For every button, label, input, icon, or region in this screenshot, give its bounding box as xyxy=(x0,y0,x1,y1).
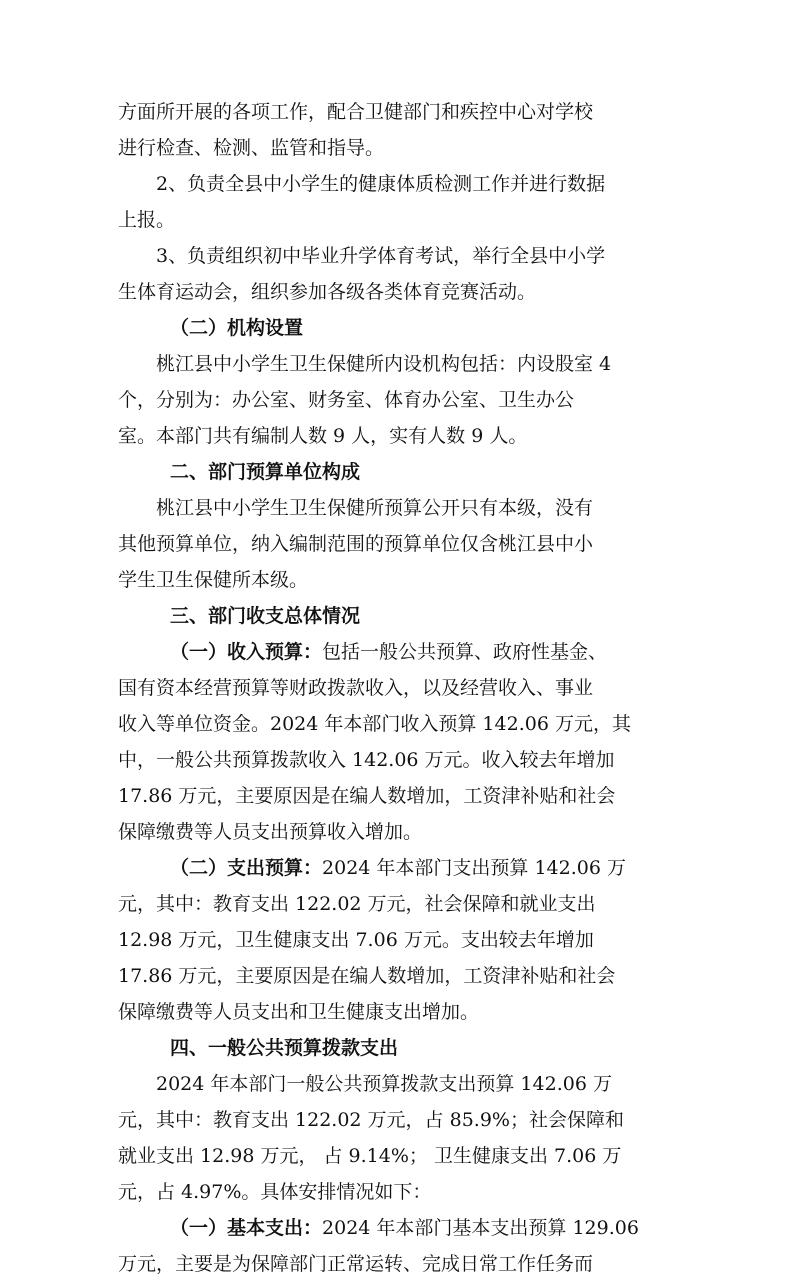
paragraph-line: 17.86 万元，主要原因是在编人数增加，工资津补贴和社会 xyxy=(118,785,616,807)
paragraph-line xyxy=(118,850,678,886)
paragraph-line: 国有资本经营预算等财政拨款收入，以及经营收入、事业 xyxy=(118,677,594,699)
paragraph-line: 2、负责全县中小学生的健康体质检测工作并进行数据 xyxy=(156,173,606,195)
section-heading: 二、部门预算单位构成 xyxy=(170,461,361,483)
paragraph-line: 元，其中：教育支出 122.02 万元，占 85.9%；社会保障和 xyxy=(118,1109,624,1131)
section-heading: （二）机构设置 xyxy=(170,317,304,339)
paragraph-line: 桃江县中小学生卫生保健所预算公开只有本级，没有 xyxy=(156,497,594,519)
paragraph-line: 学生卫生保健所本级。 xyxy=(118,569,309,591)
paragraph-line: 中，一般公共预算拨款收入 142.06 万元。收入较去年增加 xyxy=(118,749,615,771)
paragraph-line: 2024 年本部门一般公共预算拨款支出预算 142.06 万 xyxy=(156,1073,612,1095)
paragraph-line: 保障缴费等人员支出和卫生健康支出增加。 xyxy=(118,1001,480,1023)
expense-text: 2024 年本部门支出预算 142.06 万 xyxy=(322,857,626,879)
paragraph-line: 保障缴费等人员支出预算收入增加。 xyxy=(118,821,423,843)
paragraph-line: 进行检查、检测、监管和指导。 xyxy=(118,137,385,159)
paragraph-line: 3、负责组织初中毕业升学体育考试，举行全县中小学 xyxy=(156,245,606,267)
paragraph-line: 上报。 xyxy=(118,209,176,231)
paragraph-line: 收入等单位资金。2024 年本部门收入预算 142.06 万元，其 xyxy=(118,713,631,735)
income-label: （一）收入预算： xyxy=(170,641,323,663)
paragraph-line: 桃江县中小学生卫生保健所内设机构包括：内设股室 4 xyxy=(156,353,612,375)
paragraph-line: 个，分别为：办公室、财务室、体育办公室、卫生办公 xyxy=(118,389,575,411)
expense-label: （二）支出预算： xyxy=(170,857,323,879)
section-heading: 三、部门收支总体情况 xyxy=(170,605,361,627)
section-heading: 四、一般公共预算拨款支出 xyxy=(170,1037,399,1059)
paragraph-line: 万元，主要是为保障部门正常运转、完成日常工作任务而 xyxy=(118,1253,594,1275)
document-page xyxy=(118,94,678,1282)
paragraph-line: 17.86 万元，主要原因是在编人数增加，工资津补贴和社会 xyxy=(118,965,616,987)
paragraph-line: 元，其中：教育支出 122.02 万元，社会保障和就业支出 xyxy=(118,893,596,915)
paragraph-line: 12.98 万元，卫生健康支出 7.06 万元。支出较去年增加 xyxy=(118,929,594,951)
income-text: 包括一般公共预算、政府性基金、 xyxy=(322,641,608,663)
paragraph-line: 其他预算单位，纳入编制范围的预算单位仅含桃江县中小 xyxy=(118,533,594,555)
basic-text: 2024 年本部门基本支出预算 129.06 xyxy=(322,1217,639,1239)
paragraph-line: 生体育运动会，组织参加各级各类体育竞赛活动。 xyxy=(118,281,537,303)
paragraph-line: 元，占 4.97%。具体安排情况如下： xyxy=(118,1181,432,1203)
paragraph-line: 就业支出 12.98 万元， 占 9.14%； 卫生健康支出 7.06 万 xyxy=(118,1145,622,1167)
paragraph-line xyxy=(118,634,678,670)
basic-label: （一）基本支出： xyxy=(170,1217,323,1239)
paragraph-line: 方面所开展的各项工作，配合卫健部门和疾控中心对学校 xyxy=(118,101,594,123)
paragraph-line xyxy=(118,1210,678,1246)
paragraph-line: 室。本部门共有编制人数 9 人，实有人数 9 人。 xyxy=(118,425,528,447)
